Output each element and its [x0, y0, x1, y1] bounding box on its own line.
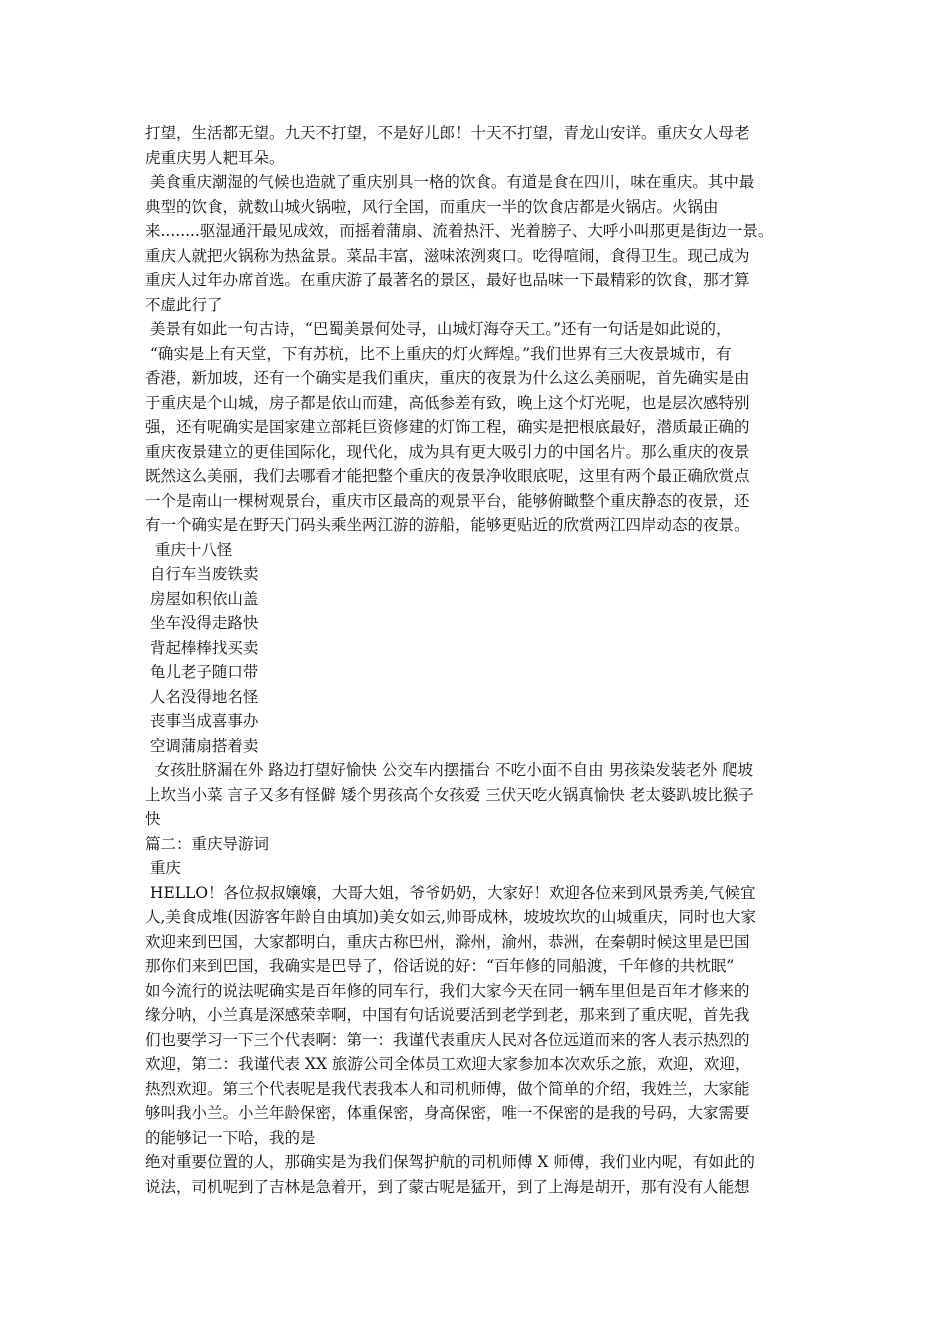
text-line: 一个是南山一棵树观景台，重庆市区最高的观景平台，能够俯瞰整个重庆静态的夜景，还 [145, 491, 750, 510]
text-line: 重庆 [145, 859, 181, 877]
text-line: 欢迎来到巴国，大家都明白，重庆古称巴州，滁州，渝州，恭洲，在秦朝时候这里是巴国 [145, 932, 750, 951]
text-line: “确实是上有天堂，下有苏杭，比不上重庆的灯火辉煌。”我们世界有三大夜景城市，有 [145, 344, 732, 363]
text-line: 美景有如此一句古诗，“巴蜀美景何处寻，山城灯海夺天工。”还有一句话是如此说的， [145, 320, 732, 338]
text-line: 的能够记一下哈，我的是 [145, 1128, 316, 1147]
text-line: 于重庆是个山城，房子都是依山而建，高低参差有致，晚上这个灯光呢，也是层次感特别 [145, 393, 750, 412]
text-line: 说法，司机呢到了吉林是急着开，到了蒙古呢是猛开，到了上海是胡开，那有没有人能想 [145, 1177, 750, 1196]
text-line: 自行车当废铁卖 [145, 565, 259, 583]
text-line: 背起棒棒找买卖 [145, 638, 259, 657]
text-line: 丧事当成喜事办 [145, 712, 259, 730]
text-line: 典型的饮食，就数山城火锅啦，风行全国，而重庆一半的饮食店都是火锅店。火锅由 [145, 197, 719, 216]
text-line: 重庆人过年办席首选。在重庆游了最著名的景区，最好也品味一下最精彩的饮食，那才算 [145, 271, 750, 289]
text-line: 篇二：重庆导游词 [145, 834, 270, 853]
body-text [145, 121, 825, 1199]
text-line: 缘分呐，小兰真是深感荣幸啊，中国有句话说要活到老学到老，那来到了重庆呢，首先我 [145, 1006, 750, 1024]
text-line: 不虚此行了 [145, 295, 223, 314]
text-line: 绝对重要位置的人，那确实是为我们保驾护航的司机师傅 X 师傅，我们业内呢，有如此的 [145, 1153, 755, 1171]
text-line: HELLO！各位叔叔嬢嬢，大哥大姐，爷爷奶奶，大家好！欢迎各位来到风景秀美,气候宜 [145, 883, 756, 902]
text-line: 虎重庆男人耙耳朵。 [145, 148, 285, 167]
text-line: 既然这么美丽，我们去哪看才能把整个重庆的夜景净收眼底呢，这里有两个最正确欣赏点 [145, 467, 750, 485]
text-line: 重庆十八怪 [145, 540, 233, 559]
text-line: 人名没得地名怪 [145, 687, 259, 706]
text-line: 美食重庆潮湿的气候也造就了重庆别具一格的饮食。有道是食在四川，味在重庆。其中最 [145, 173, 755, 191]
text-line: 重庆人就把火锅称为热盆景。菜品丰富，滋味浓洌爽口。吃得喧闹，食得卫生。现己成为 [145, 246, 750, 265]
text-line: 快 [145, 810, 161, 828]
text-line: 那你们来到巴国，我确实是巴导了，俗话说的好：“百年修的同船渡，千年修的共枕眠” [145, 957, 735, 975]
text-line: 热烈欢迎。第三个代表呢是我代表我本人和司机师傅，做个简单的介绍，我姓兰，大家能 [145, 1079, 750, 1098]
text-line: 人,美食成堆(因游客年龄自由填加)美女如云,帅哥成林，坡坡坎坎的山城重庆，同时也大家 [145, 908, 756, 926]
text-line: 强，还有呢确实是国家建立部耗巨资修建的灯饰工程，确实是把根底最好，潜质最正确的 [145, 418, 750, 436]
text-line: 欢迎，第二：我谨代表 XX 旅游公司全体员工欢迎大家参加本次欢乐之旅，欢迎，欢迎， [145, 1055, 751, 1073]
text-line: 有一个确实是在野天门码头乘坐两江游的游船，能够更贴近的欣赏两江四岸动态的夜景。 [145, 516, 750, 534]
text-line: 香港，新加坡，还有一个确实是我们重庆，重庆的夜景为什么这么美丽呢，首先确实是由 [145, 369, 750, 387]
text-line: 来........驱湿通汗最见成效，而摇着蒲扇、流着热汗、光着膀子、大呼小叫那更是街边一景。 [145, 222, 774, 240]
text-line: 空调蒲扇搭着卖 [145, 736, 259, 755]
text-line: 打望，生活都无望。九天不打望，不是好儿郎！十天不打望，青龙山安详。重庆女人母老 [145, 124, 750, 142]
text-line: 房屋如积依山盖 [145, 589, 259, 608]
text-line: 们也要学习一下三个代表啊：第一：我谨代表重庆人民对各位远道而来的客人表示热烈的 [145, 1030, 750, 1049]
text-line: 够叫我小兰。小兰年龄保密，体重保密，身高保密，唯一不保密的是我的号码，大家需要 [145, 1104, 750, 1122]
text-line: 上坎当小菜 言子又多有怪僻 矮个男孩高个女孩爱 三伏天吃火锅真愉快 老太婆趴坡比猴子 [145, 785, 754, 804]
text-line: 重庆夜景建立的更佳国际化，现代化，成为具有更大吸引力的中国名片。那么重庆的夜景 [145, 442, 750, 461]
text-line: 龟儿老子随口带 [145, 663, 259, 681]
text-line: 坐车没得走路快 [145, 614, 259, 632]
text-line: 女孩肚脐漏在外 路边打望好愉快 公交车内摆擂台 不吃小面不自由 男孩染发装老外 爬坡 [145, 761, 753, 779]
text-line: 如今流行的说法呢确实是百年修的同车行，我们大家今天在同一辆车里但是百年才修来的 [145, 981, 750, 1000]
